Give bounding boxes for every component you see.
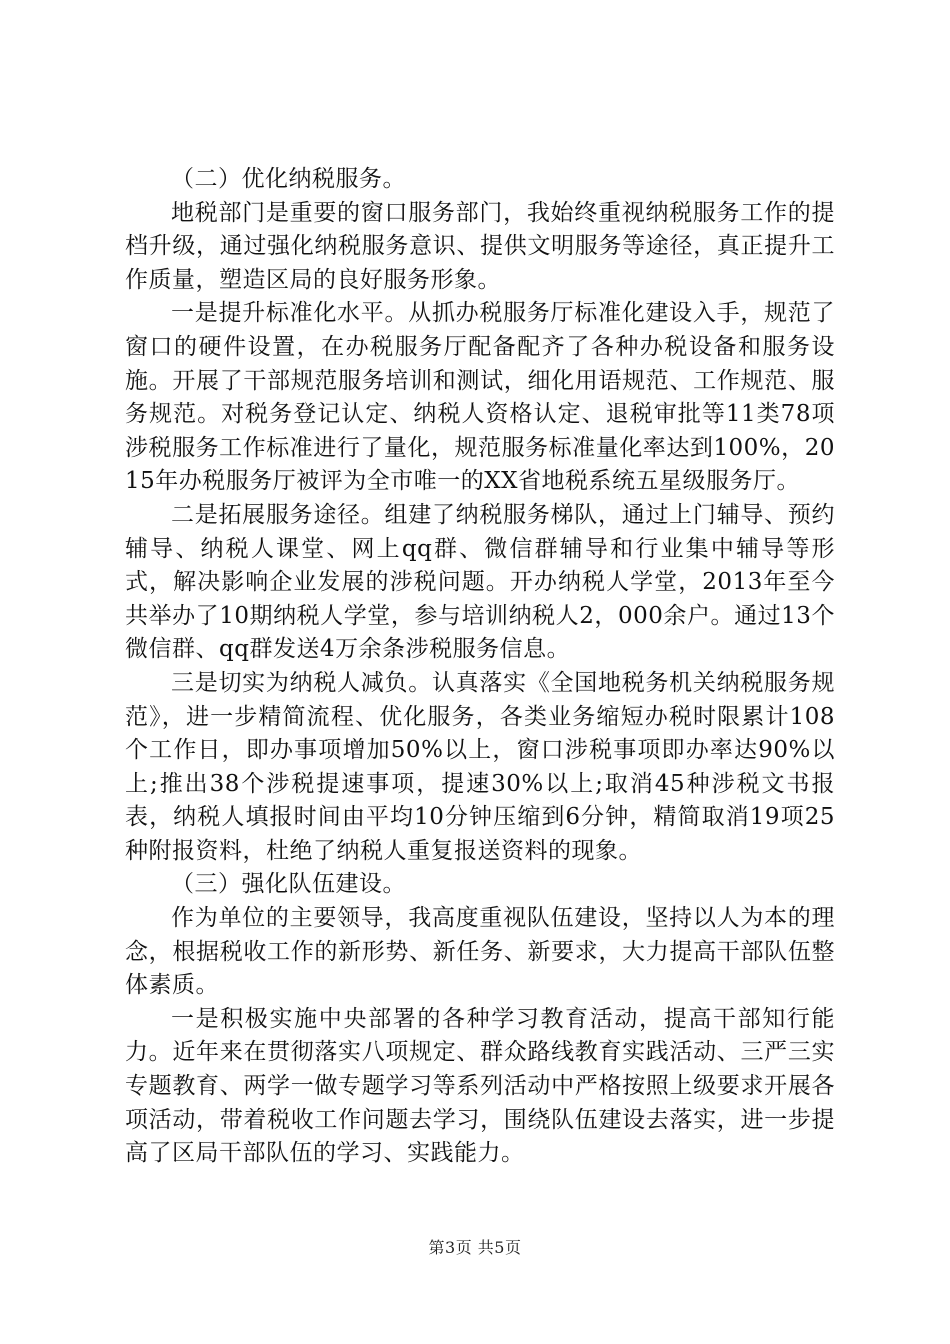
page-number-footer: 第3页 共5页 [428, 1238, 522, 1257]
paragraph-team-intro: 作为单位的主要领导，我高度重视队伍建设，坚持以人为本的理念，根据税收工作的新形势、新任务、新要求，大力提高干部队伍整体素质。 [125, 905, 835, 999]
section-heading-team-building: （三）强化队伍建设。 [171, 871, 406, 898]
paragraph-service-channels: 二是拓展服务途径。组建了纳税服务梯队，通过上门辅导、预约辅导、纳税人课堂、网上qq群、微信群辅导和行业集中辅导等形式，解决影响企业发展的涉税问题。开办纳税人学堂，2013年至今共举办了10期纳税人学堂，参与培训纳税人2，000余户。通过13个微信群、qq群发送4万余条涉税服务信息。 [125, 501, 835, 663]
paragraph-standardization: 一是提升标准化水平。从抓办税服务厅标准化建设入手，规范了窗口的硬件设置，在办税服务厅配备配齐了各种办税设备和服务设施。开展了干部规范服务培训和测试，细化用语规范、工作规范、服务规范。对税务登记认定、纳税人资格认定、退税审批等11类78项涉税服务工作标准进行了量化，规范服务标准量化率达到100%，2015年办税服务厅被评为全市唯一的XX省地税系统五星级服务厅。 [125, 300, 835, 495]
document-body [125, 163, 835, 1171]
paragraph-service-intro: 地税部门是重要的窗口服务部门，我始终重视纳税服务工作的提档升级，通过强化纳税服务意识、提供文明服务等途径，真正提升工作质量，塑造区局的良好服务形象。 [125, 199, 835, 293]
paragraph-education-activities: 一是积极实施中央部署的各种学习教育活动，提高干部知行能力。近年来在贯彻落实八项规定、群众路线教育实践活动、三严三实专题教育、两学一做专题学习等系列活动中严格按照上级要求开展各项活动，带着税收工作问题去学习，围绕队伍建设去落实，进一步提高了区局干部队伍的学习、实践能力。 [125, 1005, 835, 1167]
paragraph-reduce-burden: 三是切实为纳税人减负。认真落实《全国地税务机关纳税服务规范》，进一步精简流程、优化服务，各类业务缩短办税时限累计108个工作日，即办事项增加50%以上，窗口涉税事项即办率达90%以上;推出38个涉税提速事项，提速30%以上;取消45种涉税文书报表，纳税人填报时间由平均10分钟压缩到6分钟，精简取消19项25种附报资料，杜绝了纳税人重复报送资料的现象。 [125, 669, 835, 864]
section-heading-optimize-service: （二）优化纳税服务。 [171, 166, 406, 192]
